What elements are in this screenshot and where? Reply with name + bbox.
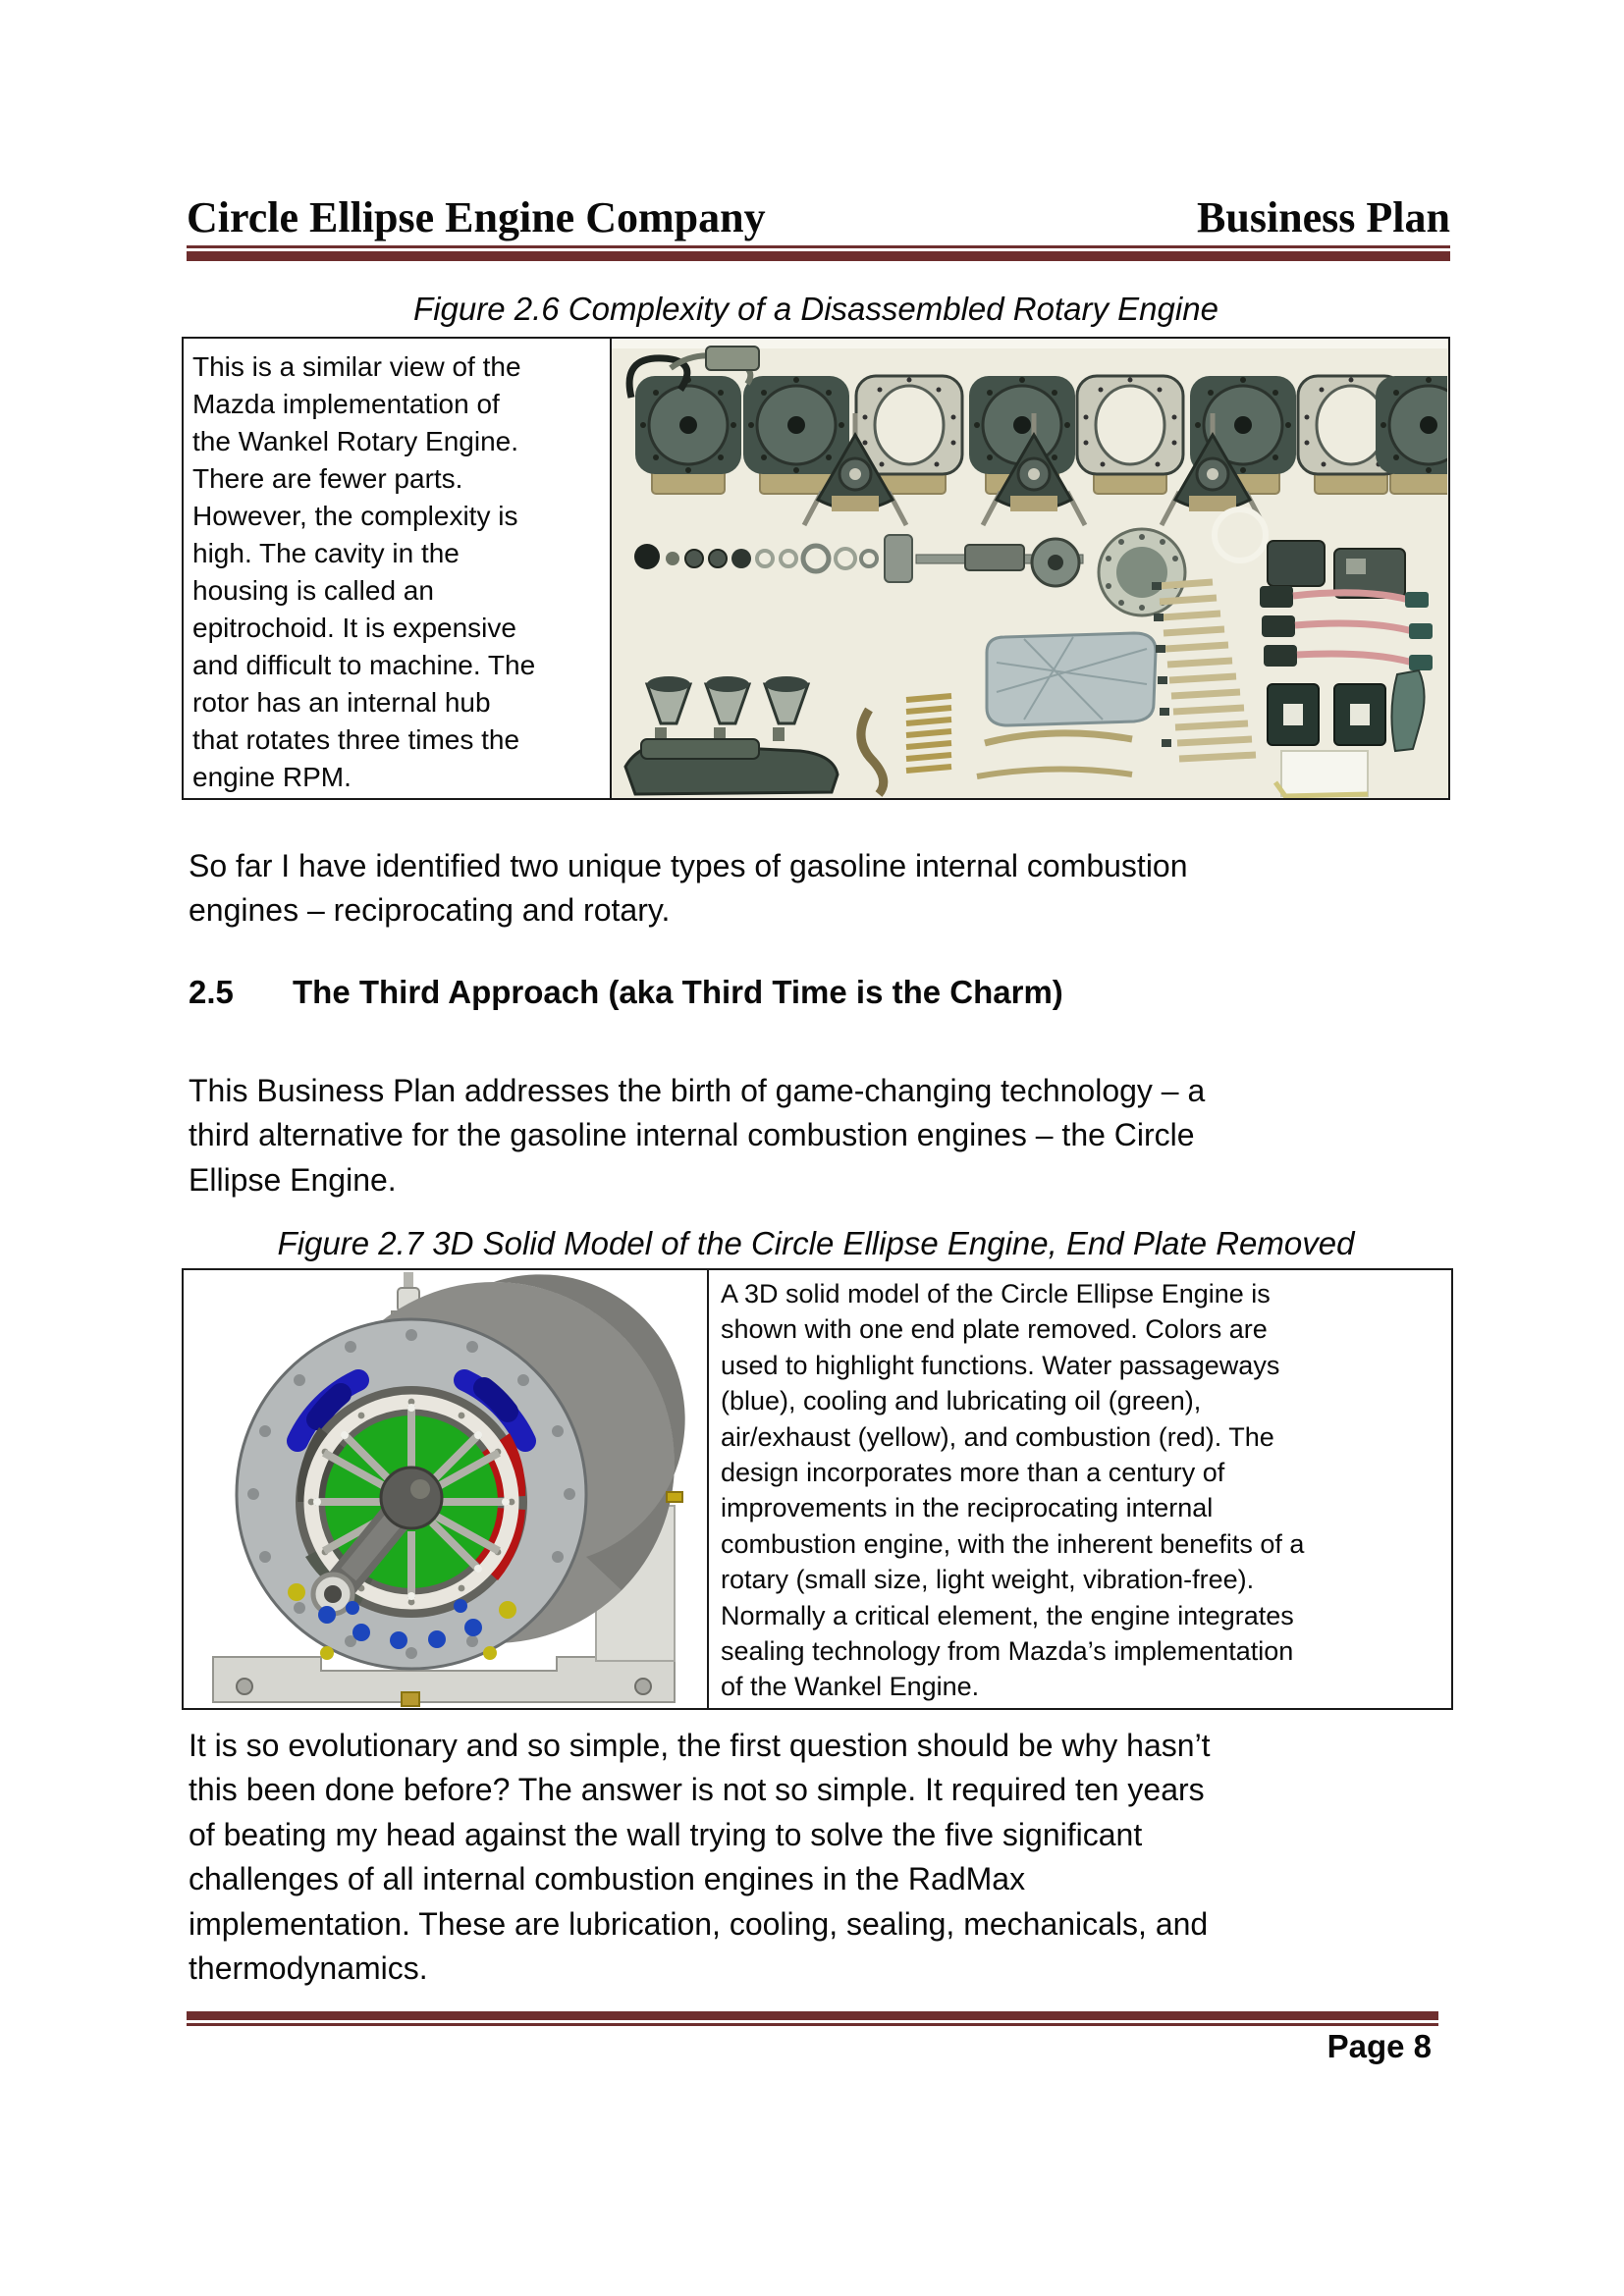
- paragraph-business-plan: This Business Plan addresses the birth of game-changing technology – a third alternative for the gasoline internal combustion engines – the Circle Ellipse Engine.: [189, 1073, 1206, 1198]
- page-number: Page 8: [1326, 2028, 1432, 2064]
- disassembled-rotary-engine-photo: [612, 339, 1447, 798]
- header-company-name: Circle Ellipse Engine Company: [187, 193, 766, 241]
- header-rule-thin: [187, 245, 1450, 248]
- section-title: The Third Approach (aka Third Time is the Charm): [293, 974, 1063, 1010]
- figure-2-6-description: This is a similar view of the Mazda implementation of the Wankel Rotary Engine. There are fewer parts. However, the complexity is high. The cavity in the housing is called an epitrochoid. It is expensive and difficult to machine. The rotor has an internal hub that rotates three times the engine RPM.: [184, 339, 612, 798]
- figure-2-7-description: A 3D solid model of the Circle Ellipse Engine is shown with one end plate removed. Colors are used to highlight functions. Water passageways (blue), cooling and lubricating oil (green), air/exhaust (yellow), and combustion (red). The design incorporates more than a century of improvements in the reciprocating internal combustion engine, with the inherent benefits of a rotary (small size, light weight, vibration-free). Normally a critical element, the engine integrates sealing technology from Mazda’s implementation of the Wankel Engine.: [721, 1279, 1305, 1702]
- page-header: [187, 194, 1450, 241]
- header-document-title: Business Plan: [1197, 193, 1450, 241]
- footer-rule-thick: [187, 2011, 1438, 2020]
- figure-2-7-table: [182, 1268, 1453, 1710]
- figure-2-6-table: [182, 337, 1450, 800]
- paragraph-evolutionary: It is so evolutionary and so simple, the first question should be why hasn’t this been done before? The answer is not so simple. It required ten years of beating my head against the wall trying to solve the five significant challenges of all internal combustion engines in the RadMax implementation. These are lubrication, cooling, sealing, mechanicals, and thermodynamics.: [189, 1728, 1211, 1987]
- section-heading-2-5: [189, 974, 1450, 1011]
- circle-ellipse-engine-3d-model: [184, 1270, 705, 1708]
- paragraph-two-types: So far I have identified two unique types of gasoline internal combustion engines – reciprocating and rotary.: [189, 848, 1188, 929]
- section-number: 2.5: [189, 974, 234, 1010]
- header-rule-thick: [187, 251, 1450, 261]
- footer-rule-thin: [187, 2023, 1438, 2026]
- figure-2-6-image-cell: [612, 339, 1448, 798]
- figure-2-6-caption: Figure 2.6 Complexity of a Disassembled Rotary Engine: [413, 291, 1218, 327]
- figure-2-7-image-cell: [184, 1270, 709, 1708]
- figure-2-7-caption: Figure 2.7 3D Solid Model of the Circle Ellipse Engine, End Plate Removed: [277, 1225, 1355, 1261]
